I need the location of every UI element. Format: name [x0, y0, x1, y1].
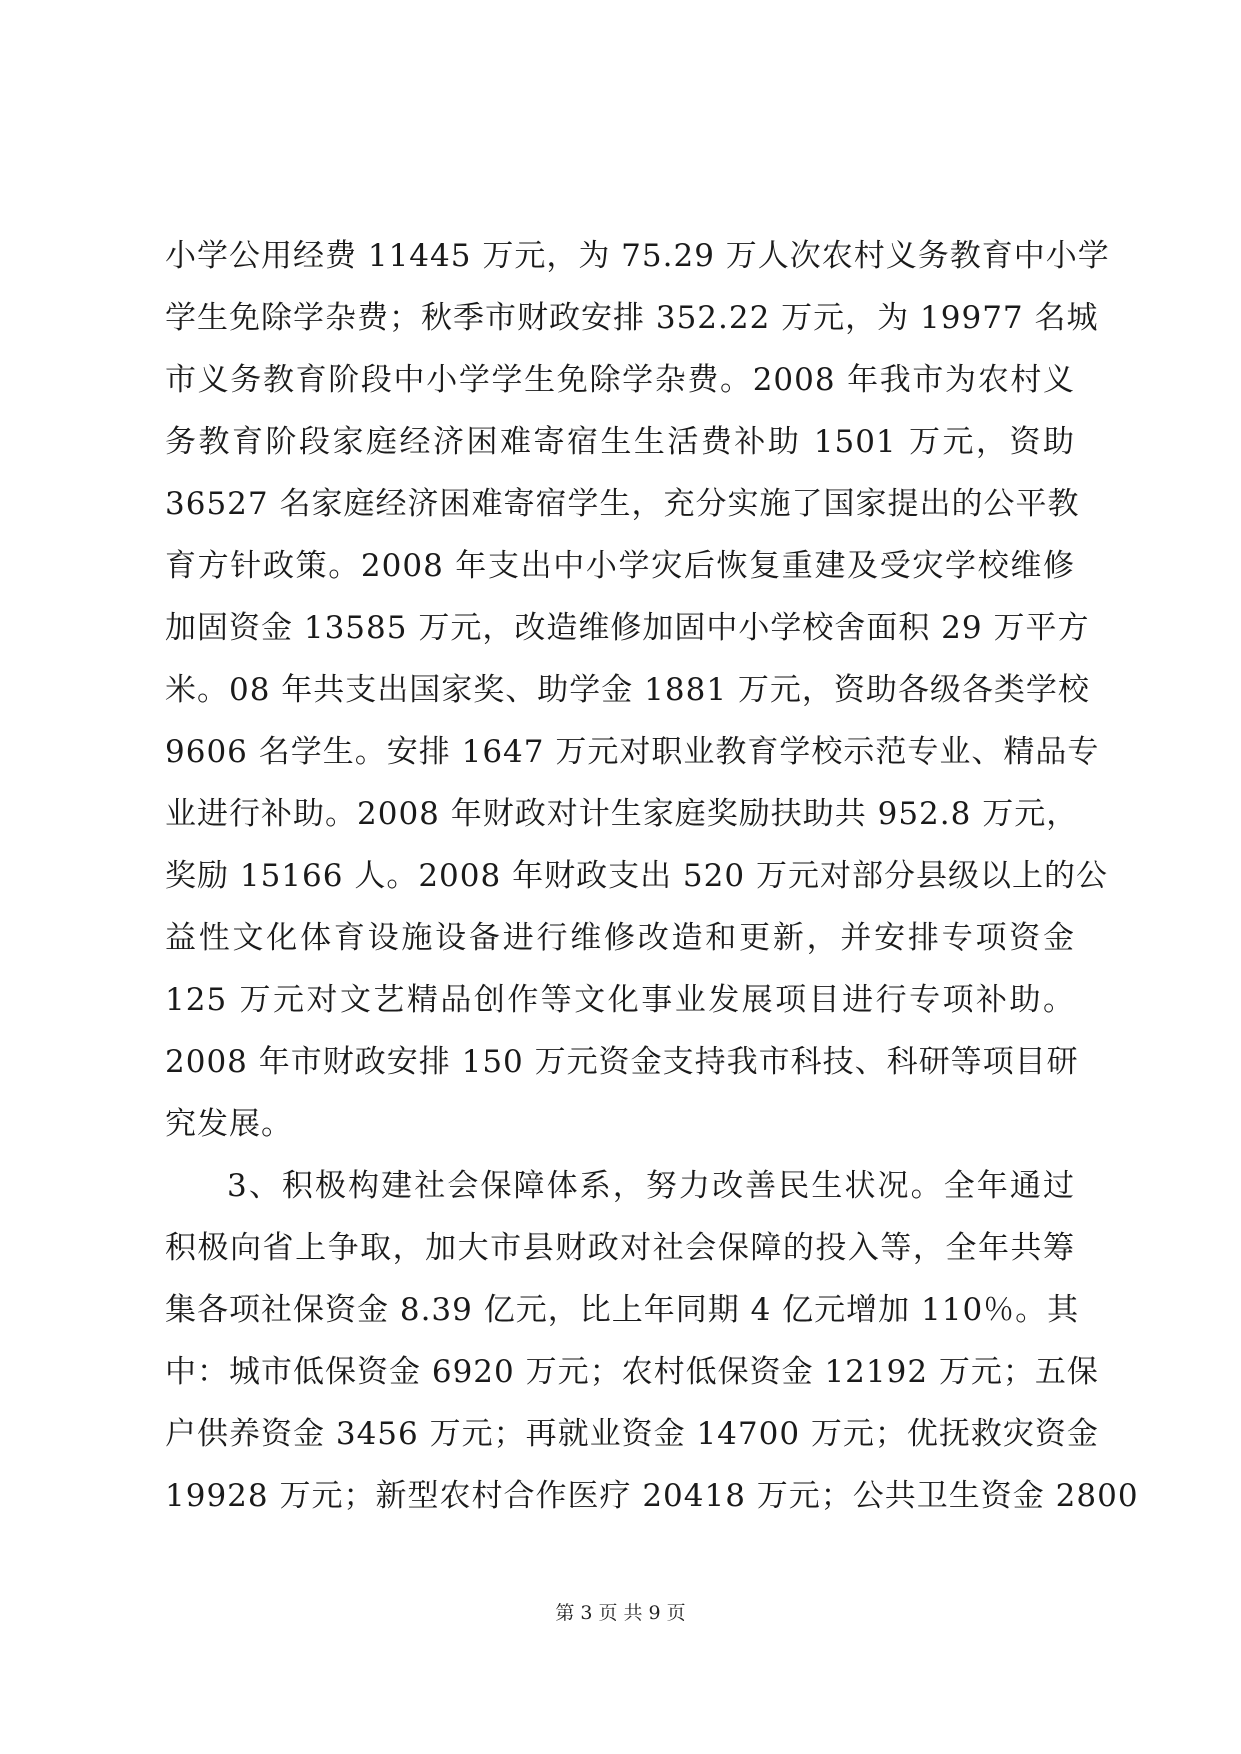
text-line: 19928 万元；新型农村合作医疗 20418 万元；公共卫生资金 2800: [165, 1478, 1139, 1514]
text-line: 业进行补助。2008 年财政对计生家庭奖励扶助共 952.8 万元，: [165, 796, 1079, 832]
page-number-footer: 第 3 页 共 9 页: [555, 1602, 686, 1624]
text-line: 125 万元对文艺精品创作等文化事业发展项目进行专项补助。: [165, 982, 1075, 1018]
text-line: 户供养资金 3456 万元；再就业资金 14700 万元；优抚救灾资金: [165, 1416, 1099, 1452]
text-line: 市义务教育阶段中小学学生免除学杂费。2008 年我市为农村义: [165, 362, 1075, 398]
text-line: 3、积极构建社会保障体系，努力改善民生状况。全年通过: [227, 1168, 1075, 1204]
paragraph-1: [165, 225, 1110, 1155]
text-line: 积极向省上争取，加大市县财政对社会保障的投入等，全年共筹: [165, 1230, 1075, 1266]
text-line: 小学公用经费 11445 万元，为 75.29 万人次农村义务教育中小学: [165, 238, 1110, 274]
text-line: 中：城市低保资金 6920 万元；农村低保资金 12192 万元；五保: [165, 1354, 1099, 1390]
text-line: 务教育阶段家庭经济困难寄宿生生活费补助 1501 万元，资助: [165, 424, 1075, 460]
text-line: 集各项社保资金 8.39 亿元，比上年同期 4 亿元增加 110％。其: [165, 1292, 1080, 1328]
text-line: 育方针政策。2008 年支出中小学灾后恢复重建及受灾学校维修: [165, 548, 1075, 584]
body-text: [165, 225, 1139, 1527]
paragraph-2: [165, 1155, 1139, 1527]
text-line: 究发展。: [165, 1106, 293, 1142]
text-line: 奖励 15166 人。2008 年财政支出 520 万元对部分县级以上的公: [165, 858, 1108, 894]
text-line: 36527 名家庭经济困难寄宿学生，充分实施了国家提出的公平教: [165, 486, 1080, 522]
text-line: 2008 年市财政安排 150 万元资金支持我市科技、科研等项目研: [165, 1044, 1079, 1080]
text-line: 加固资金 13585 万元，改造维修加固中小学校舍面积 29 万平方: [165, 610, 1090, 646]
text-line: 9606 名学生。安排 1647 万元对职业教育学校示范专业、精品专: [165, 734, 1100, 770]
text-line: 学生免除学杂费；秋季市财政安排 352.22 万元，为 19977 名城: [165, 300, 1099, 336]
text-line: 益性文化体育设施设备进行维修改造和更新，并安排专项资金: [165, 920, 1075, 956]
text-line: 米。08 年共支出国家奖、助学金 1881 万元，资助各级各类学校: [165, 672, 1090, 708]
